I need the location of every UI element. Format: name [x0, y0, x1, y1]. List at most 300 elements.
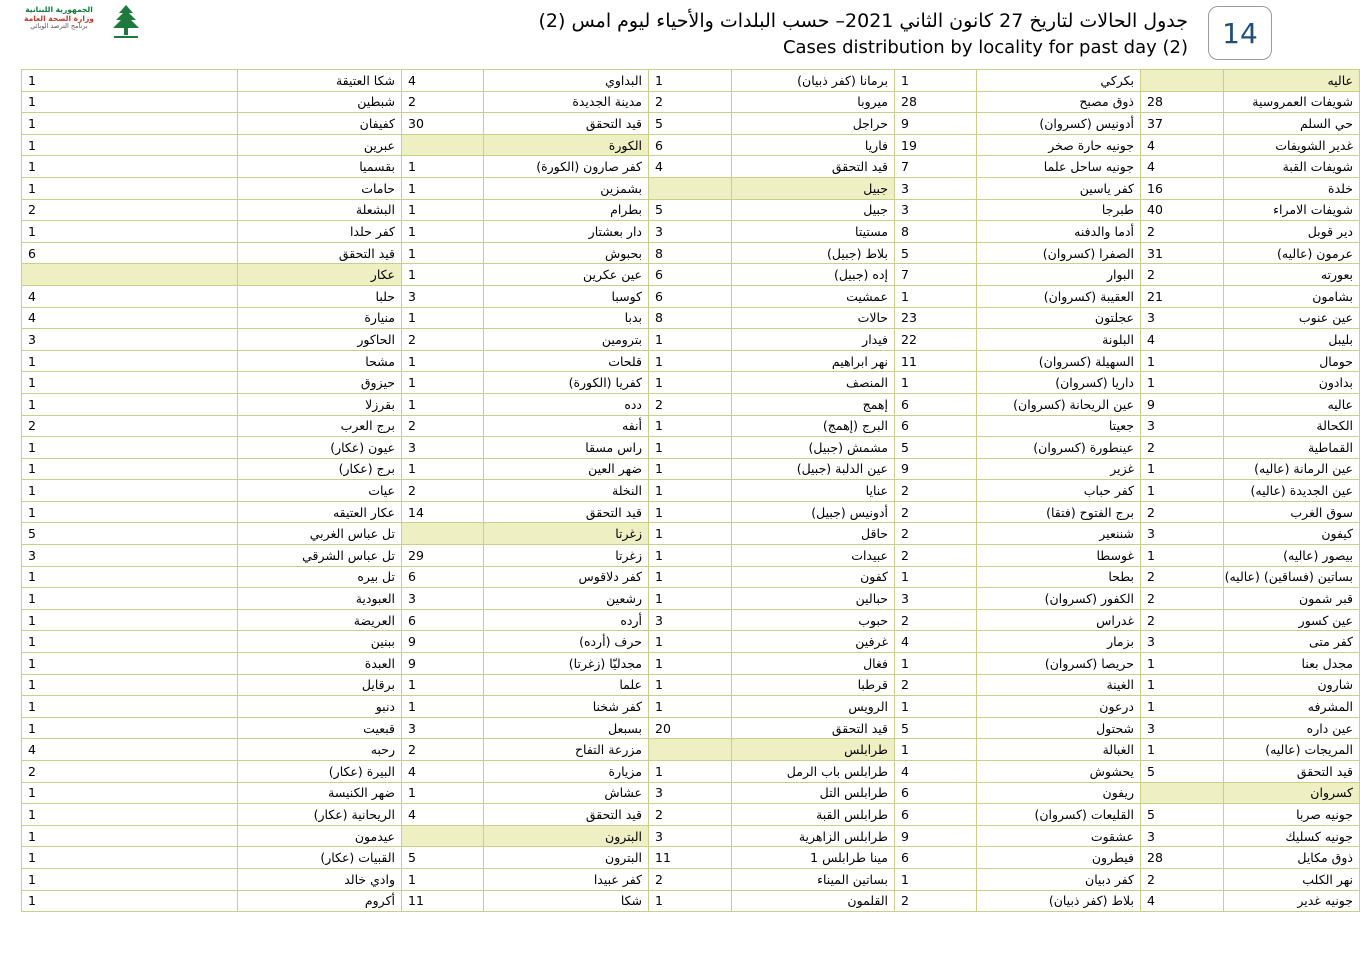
locality-cell: رشعين — [484, 588, 649, 610]
case-count-cell — [649, 177, 732, 199]
case-count-cell: 20 — [649, 717, 732, 739]
locality-cell: دنبو — [238, 696, 402, 718]
locality-cell: غوسطا — [977, 545, 1141, 567]
locality-cell: كيفون — [1224, 523, 1360, 545]
table-row — [22, 804, 1360, 826]
case-count-cell: 5 — [22, 523, 238, 545]
locality-cell: القماطية — [1224, 437, 1360, 459]
table-row — [22, 221, 1360, 243]
case-count-cell: 1 — [22, 350, 238, 372]
locality-cell: عنايا — [732, 480, 895, 502]
locality-cell: غزير — [977, 458, 1141, 480]
locality-cell: بسبعل — [484, 717, 649, 739]
locality-cell: البلونة — [977, 329, 1141, 351]
region-header-cell: عاليه — [1224, 70, 1360, 92]
table-row — [22, 501, 1360, 523]
locality-cell: داريا (كسروان) — [977, 372, 1141, 394]
locality-cell: بليبل — [1224, 329, 1360, 351]
case-count-cell: 6 — [649, 264, 732, 286]
locality-cell: غدير الشويفات — [1224, 134, 1360, 156]
locality-cell: عين عكرين — [484, 264, 649, 286]
case-count-cell: 5 — [649, 113, 732, 135]
locality-cell: حرف (أرده) — [484, 631, 649, 653]
case-count-cell: 3 — [402, 285, 484, 307]
locality-cell: الريحانية (عكار) — [238, 804, 402, 826]
case-count-cell: 2 — [22, 415, 238, 437]
case-count-cell: 3 — [1141, 415, 1224, 437]
case-count-cell: 1 — [22, 458, 238, 480]
locality-cell: بساتين الميناء — [732, 868, 895, 890]
locality-cell: حومال — [1224, 350, 1360, 372]
region-header-cell: كسروان — [1224, 782, 1360, 804]
case-count-cell — [402, 523, 484, 545]
case-count-cell: 2 — [1141, 501, 1224, 523]
locality-cell: شويفات العمروسية — [1224, 91, 1360, 113]
cedar-tree-icon — [106, 2, 146, 42]
locality-cell: تل عباس الغربي — [238, 523, 402, 545]
table-row — [22, 545, 1360, 567]
locality-cell: فاريا — [732, 134, 895, 156]
case-count-cell: 21 — [1141, 285, 1224, 307]
locality-cell: ذوق مكايل — [1224, 847, 1360, 869]
locality-cell: بترومين — [484, 329, 649, 351]
case-count-cell — [402, 134, 484, 156]
case-count-cell: 1 — [22, 134, 238, 156]
case-count-cell: 1 — [22, 717, 238, 739]
case-count-cell: 1 — [649, 458, 732, 480]
case-count-cell: 8 — [649, 307, 732, 329]
case-count-cell: 6 — [649, 134, 732, 156]
locality-cell: حبوب — [732, 609, 895, 631]
table-row — [22, 350, 1360, 372]
locality-cell: الكحالة — [1224, 415, 1360, 437]
locality-cell: القلمون — [732, 890, 895, 912]
table-row — [22, 199, 1360, 221]
locality-cell: قيد التحقق — [732, 717, 895, 739]
case-count-cell: 4 — [649, 156, 732, 178]
table-row — [22, 458, 1360, 480]
case-count-cell: 23 — [895, 307, 977, 329]
case-count-cell: 2 — [1141, 264, 1224, 286]
locality-cell: السهيلة (كسروان) — [977, 350, 1141, 372]
locality-cell: شننعير — [977, 523, 1141, 545]
locality-cell: المشرفه — [1224, 696, 1360, 718]
case-count-cell: 4 — [1141, 134, 1224, 156]
locality-cell: إهمج — [732, 393, 895, 415]
case-count-cell: 22 — [895, 329, 977, 351]
table-row — [22, 393, 1360, 415]
locality-cell: العبدة — [238, 653, 402, 675]
locality-cell: قيد التحقق — [484, 113, 649, 135]
locality-cell: جونيه غدير — [1224, 890, 1360, 912]
case-count-cell: 3 — [895, 588, 977, 610]
case-count-cell: 1 — [1141, 739, 1224, 761]
case-count-cell: 2 — [22, 761, 238, 783]
table-row — [22, 761, 1360, 783]
case-count-cell: 1 — [1141, 350, 1224, 372]
locality-cell: عجلتون — [977, 307, 1141, 329]
case-count-cell: 1 — [895, 566, 977, 588]
case-count-cell: 1 — [649, 437, 732, 459]
locality-cell: كفر دبيان — [977, 868, 1141, 890]
page-number: 14 — [1208, 6, 1272, 60]
locality-cell: عبيدات — [732, 545, 895, 567]
case-count-cell: 8 — [649, 242, 732, 264]
case-count-cell: 6 — [402, 566, 484, 588]
locality-cell: شارون — [1224, 674, 1360, 696]
case-count-cell: 29 — [402, 545, 484, 567]
case-count-cell: 1 — [22, 609, 238, 631]
case-count-cell: 1 — [22, 437, 238, 459]
locality-cell: بدادون — [1224, 372, 1360, 394]
locality-cell: شبطين — [238, 91, 402, 113]
case-count-cell: 4 — [895, 761, 977, 783]
logo-line-1: الجمهورية اللبنانية — [25, 5, 93, 14]
case-count-cell: 1 — [649, 329, 732, 351]
case-count-cell: 1 — [22, 868, 238, 890]
locality-cell: عمشيت — [732, 285, 895, 307]
case-count-cell: 1 — [22, 501, 238, 523]
case-count-cell: 28 — [1141, 91, 1224, 113]
locality-cell: قرطبا — [732, 674, 895, 696]
locality-cell: جبيل — [732, 199, 895, 221]
case-count-cell: 3 — [649, 782, 732, 804]
case-count-cell: 5 — [895, 717, 977, 739]
case-count-cell: 1 — [22, 70, 238, 92]
locality-cell: بيصور (عاليه) — [1224, 545, 1360, 567]
locality-cell: البرج (إهمج) — [732, 415, 895, 437]
case-count-cell: 1 — [649, 545, 732, 567]
case-count-cell: 3 — [22, 545, 238, 567]
locality-cell: مستيتا — [732, 221, 895, 243]
case-count-cell: 3 — [402, 717, 484, 739]
locality-cell: أدما والدفنه — [977, 221, 1141, 243]
case-count-cell: 1 — [895, 696, 977, 718]
locality-cell: عشاش — [484, 782, 649, 804]
case-count-cell: 4 — [22, 307, 238, 329]
locality-cell: زغرتا — [484, 545, 649, 567]
locality-cell: البشعلة — [238, 199, 402, 221]
locality-cell: برج العرب — [238, 415, 402, 437]
case-count-cell: 1 — [649, 674, 732, 696]
case-count-cell: 1 — [402, 264, 484, 286]
case-count-cell: 1 — [22, 653, 238, 675]
case-count-cell: 3 — [649, 609, 732, 631]
table-row — [22, 437, 1360, 459]
table-row — [22, 868, 1360, 890]
case-count-cell: 3 — [402, 588, 484, 610]
case-count-cell: 3 — [402, 437, 484, 459]
case-count-cell: 1 — [1141, 653, 1224, 675]
locality-cell: عين داره — [1224, 717, 1360, 739]
case-count-cell: 1 — [1141, 696, 1224, 718]
case-count-cell: 1 — [402, 393, 484, 415]
case-count-cell: 4 — [402, 70, 484, 92]
case-count-cell: 9 — [1141, 393, 1224, 415]
case-count-cell: 1 — [895, 739, 977, 761]
locality-cell: فغال — [732, 653, 895, 675]
case-count-cell: 2 — [895, 609, 977, 631]
case-count-cell: 2 — [402, 415, 484, 437]
locality-cell: قيد التحقق — [238, 242, 402, 264]
case-count-cell: 4 — [1141, 890, 1224, 912]
locality-cell: غدراس — [977, 609, 1141, 631]
locality-cell: كفيفان — [238, 113, 402, 135]
locality-cell: العريضة — [238, 609, 402, 631]
locality-cell: دير قوبل — [1224, 221, 1360, 243]
region-header-cell: طرابلس — [732, 739, 895, 761]
case-count-cell: 1 — [649, 653, 732, 675]
case-count-cell — [649, 739, 732, 761]
case-count-cell: 1 — [1141, 372, 1224, 394]
locality-cell: شويفات القبة — [1224, 156, 1360, 178]
case-count-cell: 2 — [649, 804, 732, 826]
case-count-cell: 1 — [22, 113, 238, 135]
case-count-cell: 1 — [649, 70, 732, 92]
case-count-cell: 1 — [22, 588, 238, 610]
locality-cell: حاقل — [732, 523, 895, 545]
case-count-cell: 1 — [22, 696, 238, 718]
locality-cell: عرمون (عاليه) — [1224, 242, 1360, 264]
case-count-cell: 1 — [402, 372, 484, 394]
locality-cell: حلبا — [238, 285, 402, 307]
case-count-cell: 1 — [649, 480, 732, 502]
locality-cell: كفر متى — [1224, 631, 1360, 653]
table-row — [22, 631, 1360, 653]
page-title-english: Cases distribution by locality for past day (2) — [782, 37, 1188, 58]
case-count-cell: 1 — [895, 285, 977, 307]
case-count-cell: 2 — [1141, 221, 1224, 243]
locality-cell: بشامون — [1224, 285, 1360, 307]
locality-cell: إده (جبيل) — [732, 264, 895, 286]
case-count-cell: 1 — [649, 372, 732, 394]
locality-cell: بطرام — [484, 199, 649, 221]
case-count-cell: 1 — [22, 480, 238, 502]
locality-cell: حيزوق — [238, 372, 402, 394]
case-count-cell — [22, 264, 238, 286]
locality-cell: حراجل — [732, 113, 895, 135]
case-count-cell: 2 — [402, 480, 484, 502]
locality-cell: البيرة (عكار) — [238, 761, 402, 783]
locality-cell: ريفون — [977, 782, 1141, 804]
case-count-cell: 4 — [1141, 156, 1224, 178]
locality-cell: عين كسور — [1224, 609, 1360, 631]
locality-cell: أرده — [484, 609, 649, 631]
locality-cell: حالات — [732, 307, 895, 329]
locality-cell: بطحا — [977, 566, 1141, 588]
case-count-cell: 6 — [895, 847, 977, 869]
case-count-cell: 1 — [22, 631, 238, 653]
table-row — [22, 264, 1360, 286]
case-count-cell: 37 — [1141, 113, 1224, 135]
locality-cell: عين الدلبة (جبيل) — [732, 458, 895, 480]
locality-cell: بكركي — [977, 70, 1141, 92]
locality-cell: كفر عبيدا — [484, 868, 649, 890]
table-row — [22, 782, 1360, 804]
case-count-cell: 4 — [22, 739, 238, 761]
case-count-cell: 1 — [402, 221, 484, 243]
case-count-cell: 1 — [22, 674, 238, 696]
locality-cell: تل عباس الشرقي — [238, 545, 402, 567]
locality-cell: جعيتا — [977, 415, 1141, 437]
table-row — [22, 674, 1360, 696]
locality-cell: ضهر الكنيسة — [238, 782, 402, 804]
locality-cell: عيات — [238, 480, 402, 502]
table-row — [22, 134, 1360, 156]
locality-cell: قيد التحقق — [484, 804, 649, 826]
locality-cell: نهر ابراهيم — [732, 350, 895, 372]
locality-cell: منيارة — [238, 307, 402, 329]
locality-cell: قيد التحقق — [732, 156, 895, 178]
case-count-cell: 3 — [1141, 631, 1224, 653]
case-count-cell: 28 — [895, 91, 977, 113]
case-count-cell: 6 — [895, 393, 977, 415]
case-count-cell: 1 — [402, 782, 484, 804]
region-header-cell: الكورة — [484, 134, 649, 156]
table-row — [22, 242, 1360, 264]
case-count-cell: 2 — [895, 480, 977, 502]
locality-cell: كوسبا — [484, 285, 649, 307]
locality-cell: الصفرا (كسروان) — [977, 242, 1141, 264]
case-count-cell: 5 — [1141, 804, 1224, 826]
case-count-cell: 1 — [1141, 545, 1224, 567]
case-count-cell: 1 — [402, 156, 484, 178]
case-count-cell: 3 — [1141, 825, 1224, 847]
cases-table-body — [22, 70, 1360, 912]
case-count-cell: 1 — [22, 890, 238, 912]
case-count-cell: 1 — [649, 350, 732, 372]
case-count-cell: 3 — [22, 329, 238, 351]
locality-cell: دده — [484, 393, 649, 415]
region-header-cell: جبيل — [732, 177, 895, 199]
locality-cell: مدينة الجديدة — [484, 91, 649, 113]
case-count-cell: 4 — [22, 285, 238, 307]
logo-line-2: وزارة الصحة العامة — [24, 13, 94, 23]
case-count-cell: 2 — [895, 890, 977, 912]
region-header-cell: عكار — [238, 264, 402, 286]
logo-line-3: برنامج الترصد الوبائي — [30, 22, 88, 31]
locality-cell: بدبا — [484, 307, 649, 329]
case-count-cell: 2 — [895, 674, 977, 696]
locality-cell: شكا — [484, 890, 649, 912]
locality-cell: شحتول — [977, 717, 1141, 739]
table-row — [22, 890, 1360, 912]
case-count-cell: 7 — [895, 156, 977, 178]
table-row — [22, 372, 1360, 394]
case-count-cell: 6 — [895, 782, 977, 804]
locality-cell: كفر حباب — [977, 480, 1141, 502]
table-row — [22, 653, 1360, 675]
case-count-cell: 3 — [1141, 717, 1224, 739]
locality-cell: طرابلس الزاهرية — [732, 825, 895, 847]
case-count-cell: 14 — [402, 501, 484, 523]
table-row — [22, 717, 1360, 739]
locality-cell: عينطورة (كسروان) — [977, 437, 1141, 459]
table-row — [22, 415, 1360, 437]
case-count-cell: 1 — [402, 177, 484, 199]
case-count-cell: 1 — [649, 588, 732, 610]
locality-cell: خلدة — [1224, 177, 1360, 199]
case-count-cell: 1 — [402, 242, 484, 264]
locality-cell: القبيات (عكار) — [238, 847, 402, 869]
locality-cell: برج الفتوح (فتقا) — [977, 501, 1141, 523]
case-count-cell: 2 — [895, 501, 977, 523]
locality-cell: عيون (عكار) — [238, 437, 402, 459]
locality-cell: برمانا (كفر ذبيان) — [732, 70, 895, 92]
case-count-cell: 4 — [895, 631, 977, 653]
case-count-cell: 1 — [402, 696, 484, 718]
case-count-cell: 3 — [895, 177, 977, 199]
table-row — [22, 113, 1360, 135]
case-count-cell: 4 — [402, 804, 484, 826]
locality-cell: البداوي — [484, 70, 649, 92]
table-row — [22, 70, 1360, 92]
locality-cell: فيدار — [732, 329, 895, 351]
locality-cell: مزرعة التفاح — [484, 739, 649, 761]
locality-cell: عين الجديدة (عاليه) — [1224, 480, 1360, 502]
locality-cell: ذوق مصبح — [977, 91, 1141, 113]
locality-cell: الغبالة — [977, 739, 1141, 761]
table-row — [22, 156, 1360, 178]
locality-cell: يحشوش — [977, 761, 1141, 783]
locality-cell: أدونيس (كسروان) — [977, 113, 1141, 135]
case-count-cell: 1 — [22, 372, 238, 394]
table-row — [22, 480, 1360, 502]
case-count-cell: 2 — [1141, 437, 1224, 459]
case-count-cell: 3 — [649, 221, 732, 243]
locality-cell: حي السلم — [1224, 113, 1360, 135]
locality-cell: عشقوت — [977, 825, 1141, 847]
case-count-cell: 2 — [1141, 868, 1224, 890]
case-count-cell: 9 — [402, 631, 484, 653]
locality-cell: عكار العتيقه — [238, 501, 402, 523]
locality-cell: النخلة — [484, 480, 649, 502]
table-row — [22, 307, 1360, 329]
locality-cell: جونيه كسليك — [1224, 825, 1360, 847]
locality-cell: عين عنوب — [1224, 307, 1360, 329]
table-row — [22, 285, 1360, 307]
case-count-cell: 3 — [1141, 307, 1224, 329]
case-count-cell — [1141, 70, 1224, 92]
locality-cell: قبر شمون — [1224, 588, 1360, 610]
case-count-cell: 9 — [895, 113, 977, 135]
case-count-cell: 1 — [649, 523, 732, 545]
logo-text — [16, 6, 102, 31]
locality-cell: مجدل بعنا — [1224, 653, 1360, 675]
locality-cell: عين الريحانة (كسروان) — [977, 393, 1141, 415]
locality-cell: غرفين — [732, 631, 895, 653]
locality-cell: أنفه — [484, 415, 649, 437]
case-count-cell: 6 — [649, 285, 732, 307]
locality-cell: كفر صارون (الكورة) — [484, 156, 649, 178]
locality-cell: علما — [484, 674, 649, 696]
case-count-cell: 2 — [1141, 588, 1224, 610]
locality-cell: عبرين — [238, 134, 402, 156]
table-row — [22, 825, 1360, 847]
locality-cell: طرابلس باب الرمل — [732, 761, 895, 783]
case-count-cell: 1 — [22, 156, 238, 178]
case-count-cell: 2 — [649, 91, 732, 113]
case-count-cell: 11 — [895, 350, 977, 372]
locality-cell: الغينة — [977, 674, 1141, 696]
case-count-cell: 1 — [649, 631, 732, 653]
case-count-cell: 9 — [402, 653, 484, 675]
case-count-cell: 2 — [649, 393, 732, 415]
locality-cell: برج (عكار) — [238, 458, 402, 480]
locality-cell: البترون — [484, 847, 649, 869]
locality-cell: بعورته — [1224, 264, 1360, 286]
case-count-cell: 1 — [402, 199, 484, 221]
